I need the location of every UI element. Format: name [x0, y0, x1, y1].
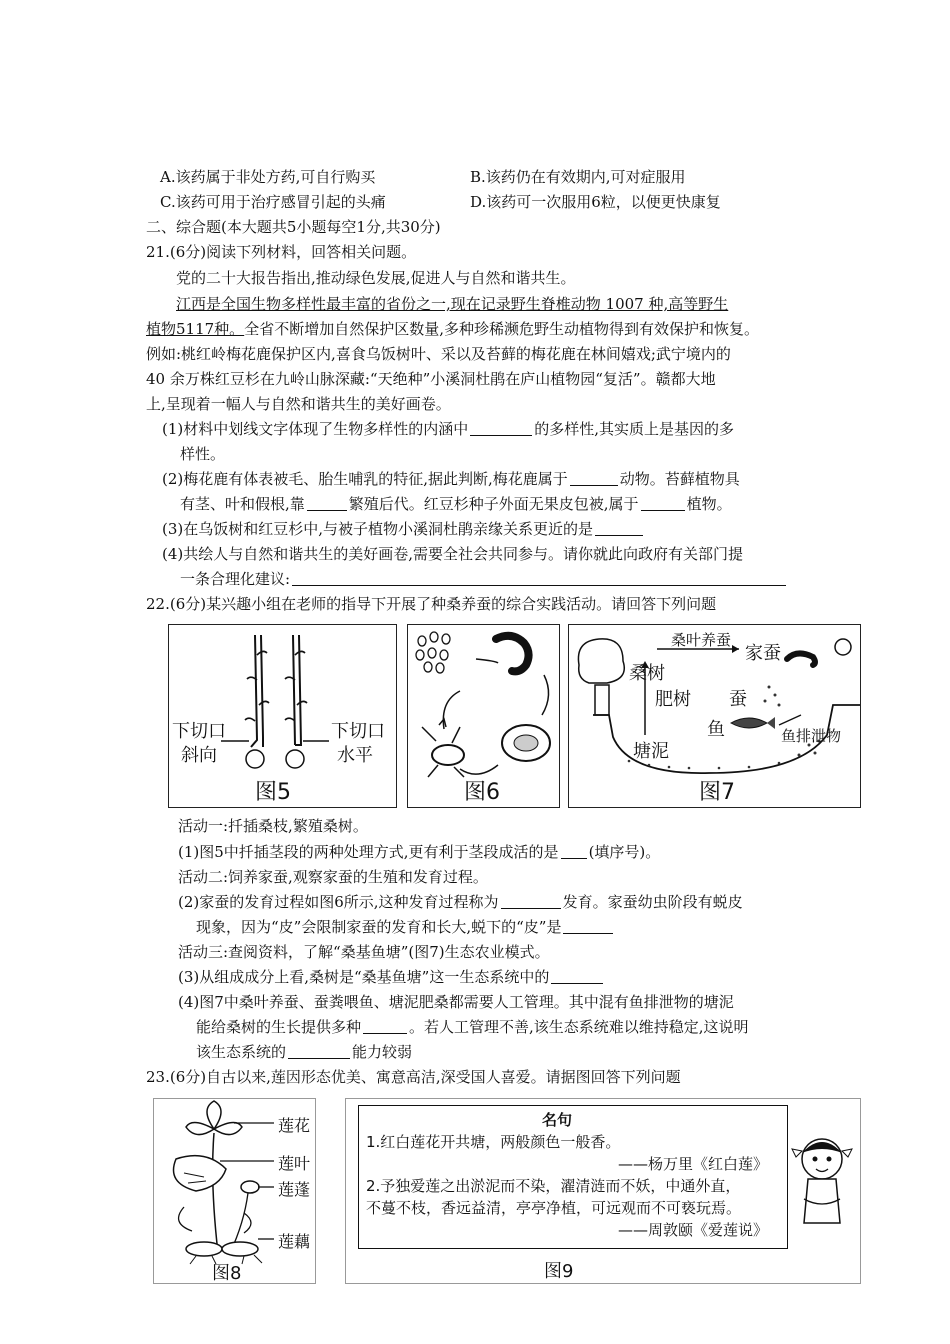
figure-8 — [153, 1098, 316, 1284]
q21-s2-blank2[interactable] — [307, 495, 347, 511]
q21-sub3 — [162, 518, 645, 540]
option-a: A.该药属于非处方药,可自行购买 — [160, 168, 376, 186]
q22-s2-text: (2)家蚕的发育过程如图6所示,这种发育过程称为 — [178, 893, 499, 911]
fig6-caption: 图6 — [464, 780, 500, 805]
q22-s3-text: (3)从组成成分上看,桑树是“桑基鱼塘”这一生态系统中的 — [178, 968, 550, 986]
fig7-label-excreta: 鱼排泄物 — [781, 727, 842, 745]
fig5-label-left2: 斜向 — [181, 745, 217, 766]
fig7-label-arrow: 桑叶养蚕 — [671, 631, 732, 649]
quote-line1-source: ——杨万里《红白莲》 — [618, 1155, 769, 1173]
q22-sub2 — [178, 891, 743, 913]
q21-s4-blank[interactable] — [292, 570, 786, 586]
q21-sub4: (4)共绘人与自然和谐共生的美好画卷,需要全社会共同参与。请你就此向政府有关部门提 — [162, 545, 744, 563]
q22-activity2: 活动二:饲养家蚕,观察家蚕的生殖和发育过程。 — [178, 868, 488, 886]
q22-s1-blank[interactable] — [561, 843, 587, 859]
q21-para2b-rest: 全省不断增加自然保护区数量,多种珍稀濒危野生动植物得到有效保护和恢复。 — [244, 320, 759, 338]
q21-s2-text: (2)梅花鹿有体表被毛、胎生哺乳的特征,据此判断,梅花鹿属于 — [162, 470, 568, 488]
figure-6 — [407, 624, 560, 808]
fig8-label-pod: 莲蓬 — [278, 1180, 311, 1199]
q22-activity3: 活动三:查阅资料，了解“桑基鱼塘”(图7)生态农业模式。 — [178, 943, 550, 961]
q21-sub2 — [162, 468, 740, 490]
q21-para2c: 例如:桃红岭梅花鹿保护区内,喜食乌饭树叶、采以及苔藓的梅花鹿在林间嬉戏;武宁境内的 — [146, 345, 731, 363]
q22-s1-text: (1)图5中扦插茎段的两种处理方式,更有利于茎段成活的是 — [178, 843, 559, 861]
q21-s3-blank[interactable] — [595, 520, 643, 536]
q21-s3-text: (3)在乌饭树和红豆杉中,与被子植物小溪洞杜鹃亲缘关系更近的是 — [162, 520, 594, 538]
figure-5 — [168, 624, 397, 808]
fig7-label-feces: 蚕 — [729, 689, 747, 710]
q21-s4-text: 一条合理化建议: — [180, 570, 291, 588]
q22-sub1 — [178, 841, 660, 863]
fig8-caption: 图8 — [212, 1263, 242, 1284]
q22-stem: 22.(6分)某兴趣小组在老师的指导下开展了种桑养蚕的综合实践活动。请回答下列问题 — [146, 595, 717, 613]
q21-stem: 21.(6分)阅读下列材料，回答相关问题。 — [146, 243, 417, 261]
q22-s4-blank2[interactable] — [288, 1043, 350, 1059]
quote-line3-source: ——周敦颐《爱莲说》 — [618, 1221, 769, 1239]
fig5-caption: 图5 — [255, 780, 291, 805]
q22-sub2b — [196, 916, 615, 938]
fig8-label-root: 莲藕 — [278, 1232, 311, 1251]
fig7-caption: 图7 — [699, 780, 735, 805]
q22-s2-blank1[interactable] — [501, 893, 561, 909]
option-d: D.该药可一次服用6粒，以便更快康复 — [470, 193, 721, 211]
q21-s2-text4: 繁殖后代。红豆杉种子外面无果皮包被,属于 — [348, 495, 639, 513]
q21-s1-text2: 的多样性,其实质上是基因的多 — [534, 420, 735, 438]
q21-underlined-a: 江西是全国生物多样性最丰富的省份之一,现在记录野生脊椎动物 1007 种,高等野生 — [176, 295, 729, 313]
q21-sub1c: 样性。 — [180, 445, 226, 463]
fig7-label-fert: 肥树 — [655, 689, 691, 710]
q22-s2-blank2[interactable] — [563, 918, 613, 934]
fig8-label-leaf: 莲叶 — [278, 1154, 311, 1173]
q22-s4-blank1[interactable] — [363, 1018, 407, 1034]
q21-s2-text2: 动物。苔藓植物具 — [619, 470, 740, 488]
q22-s4-text: 能给桑树的生长提供多种 — [196, 1018, 362, 1036]
girl-cartoon-icon — [788, 1129, 858, 1239]
quote-line1: 1.红白莲花开共塘，两般颜色一般香。 — [366, 1133, 621, 1151]
fig8-label-flower: 莲花 — [278, 1116, 311, 1135]
section-heading: 二、综合题(本大题共5小题每空1分,共30分) — [146, 218, 441, 236]
q21-underlined-b: 植物5117种。 — [146, 320, 245, 338]
fig7-label-mud: 塘泥 — [633, 741, 669, 762]
q23-stem: 23.(6分)自古以来,莲因形态优美、寓意高洁,深受国人喜爱。请据图回答下列问题 — [146, 1068, 681, 1086]
fig7-label-mulberry: 桑树 — [629, 663, 665, 684]
q21-s2-text5: 植物。 — [686, 495, 732, 513]
quote-line3: 不蔓不枝，香远益清，亭亭净植，可远观而不可亵玩焉。 — [366, 1199, 742, 1217]
q21-para1: 党的二十大报告指出,推动绿色发展,促进人与自然和谐共生。 — [176, 269, 576, 287]
q21-para2b — [146, 318, 759, 340]
q22-s2-text3: 现象，因为“皮”会限制家蚕的发育和长大,蜕下的“皮”是 — [196, 918, 562, 936]
q21-s1-blank[interactable] — [470, 420, 532, 436]
q22-s4-text2: 。若人工管理不善,该生态系统难以维持稳定,这说明 — [409, 1018, 749, 1036]
q22-s2-text2: 发育。家蚕幼虫阶段有蜕皮 — [562, 893, 743, 911]
q21-para2d: 40 余万株红豆杉在九岭山脉深藏:“天绝种”小溪洞杜鹃在庐山植物园“复活”。赣都大地 — [146, 370, 716, 388]
option-b: B.该药仍在有效期内,可对症服用 — [470, 168, 686, 186]
q22-s4-text3: 该生态系统的 — [196, 1043, 287, 1061]
q21-s2-blank3[interactable] — [641, 495, 685, 511]
q22-sub4c — [196, 1041, 412, 1063]
fig9-caption: 图9 — [544, 1261, 574, 1282]
q22-s3-blank[interactable] — [551, 968, 603, 984]
fig5-label-right2: 水平 — [337, 745, 373, 766]
figure-9 — [345, 1098, 861, 1284]
q22-activity1: 活动一:扦插桑枝,繁殖桑树。 — [178, 817, 368, 835]
q22-sub4b — [196, 1016, 749, 1038]
quote-line2: 2.予独爱莲之出淤泥而不染，濯清涟而不妖，中通外直， — [366, 1177, 741, 1195]
q22-s4-text4: 能力较弱 — [352, 1043, 413, 1061]
q22-s1-text2: (填序号)。 — [588, 843, 661, 861]
q22-sub3 — [178, 966, 605, 988]
q21-sub4b — [180, 568, 788, 590]
fig7-label-silkworm: 家蚕 — [745, 643, 781, 664]
q21-sub2b — [180, 493, 732, 515]
fig5-label-right1: 下切口 — [331, 721, 385, 742]
q22-sub4: (4)图7中桑叶养蚕、蚕粪喂鱼、塘泥肥桑都需要人工管理。其中混有鱼排泄物的塘泥 — [178, 993, 734, 1011]
q21-s2-text3: 有茎、叶和假根,靠 — [180, 495, 305, 513]
figure-7 — [568, 624, 861, 808]
fig5-label-left1: 下切口 — [172, 721, 226, 742]
q21-s1-text: (1)材料中划线文字体现了生物多样性的内涵中 — [162, 420, 469, 438]
q21-sub1 — [162, 418, 734, 440]
option-c: C.该药可用于治疗感冒引起的头痛 — [160, 193, 386, 211]
q21-para2e: 上,呈现着一幅人与自然和谐共生的美好画卷。 — [146, 395, 451, 413]
fig7-label-fish: 鱼 — [707, 719, 725, 740]
quote-title: 名句 — [542, 1111, 573, 1129]
q21-s2-blank1[interactable] — [570, 470, 618, 486]
